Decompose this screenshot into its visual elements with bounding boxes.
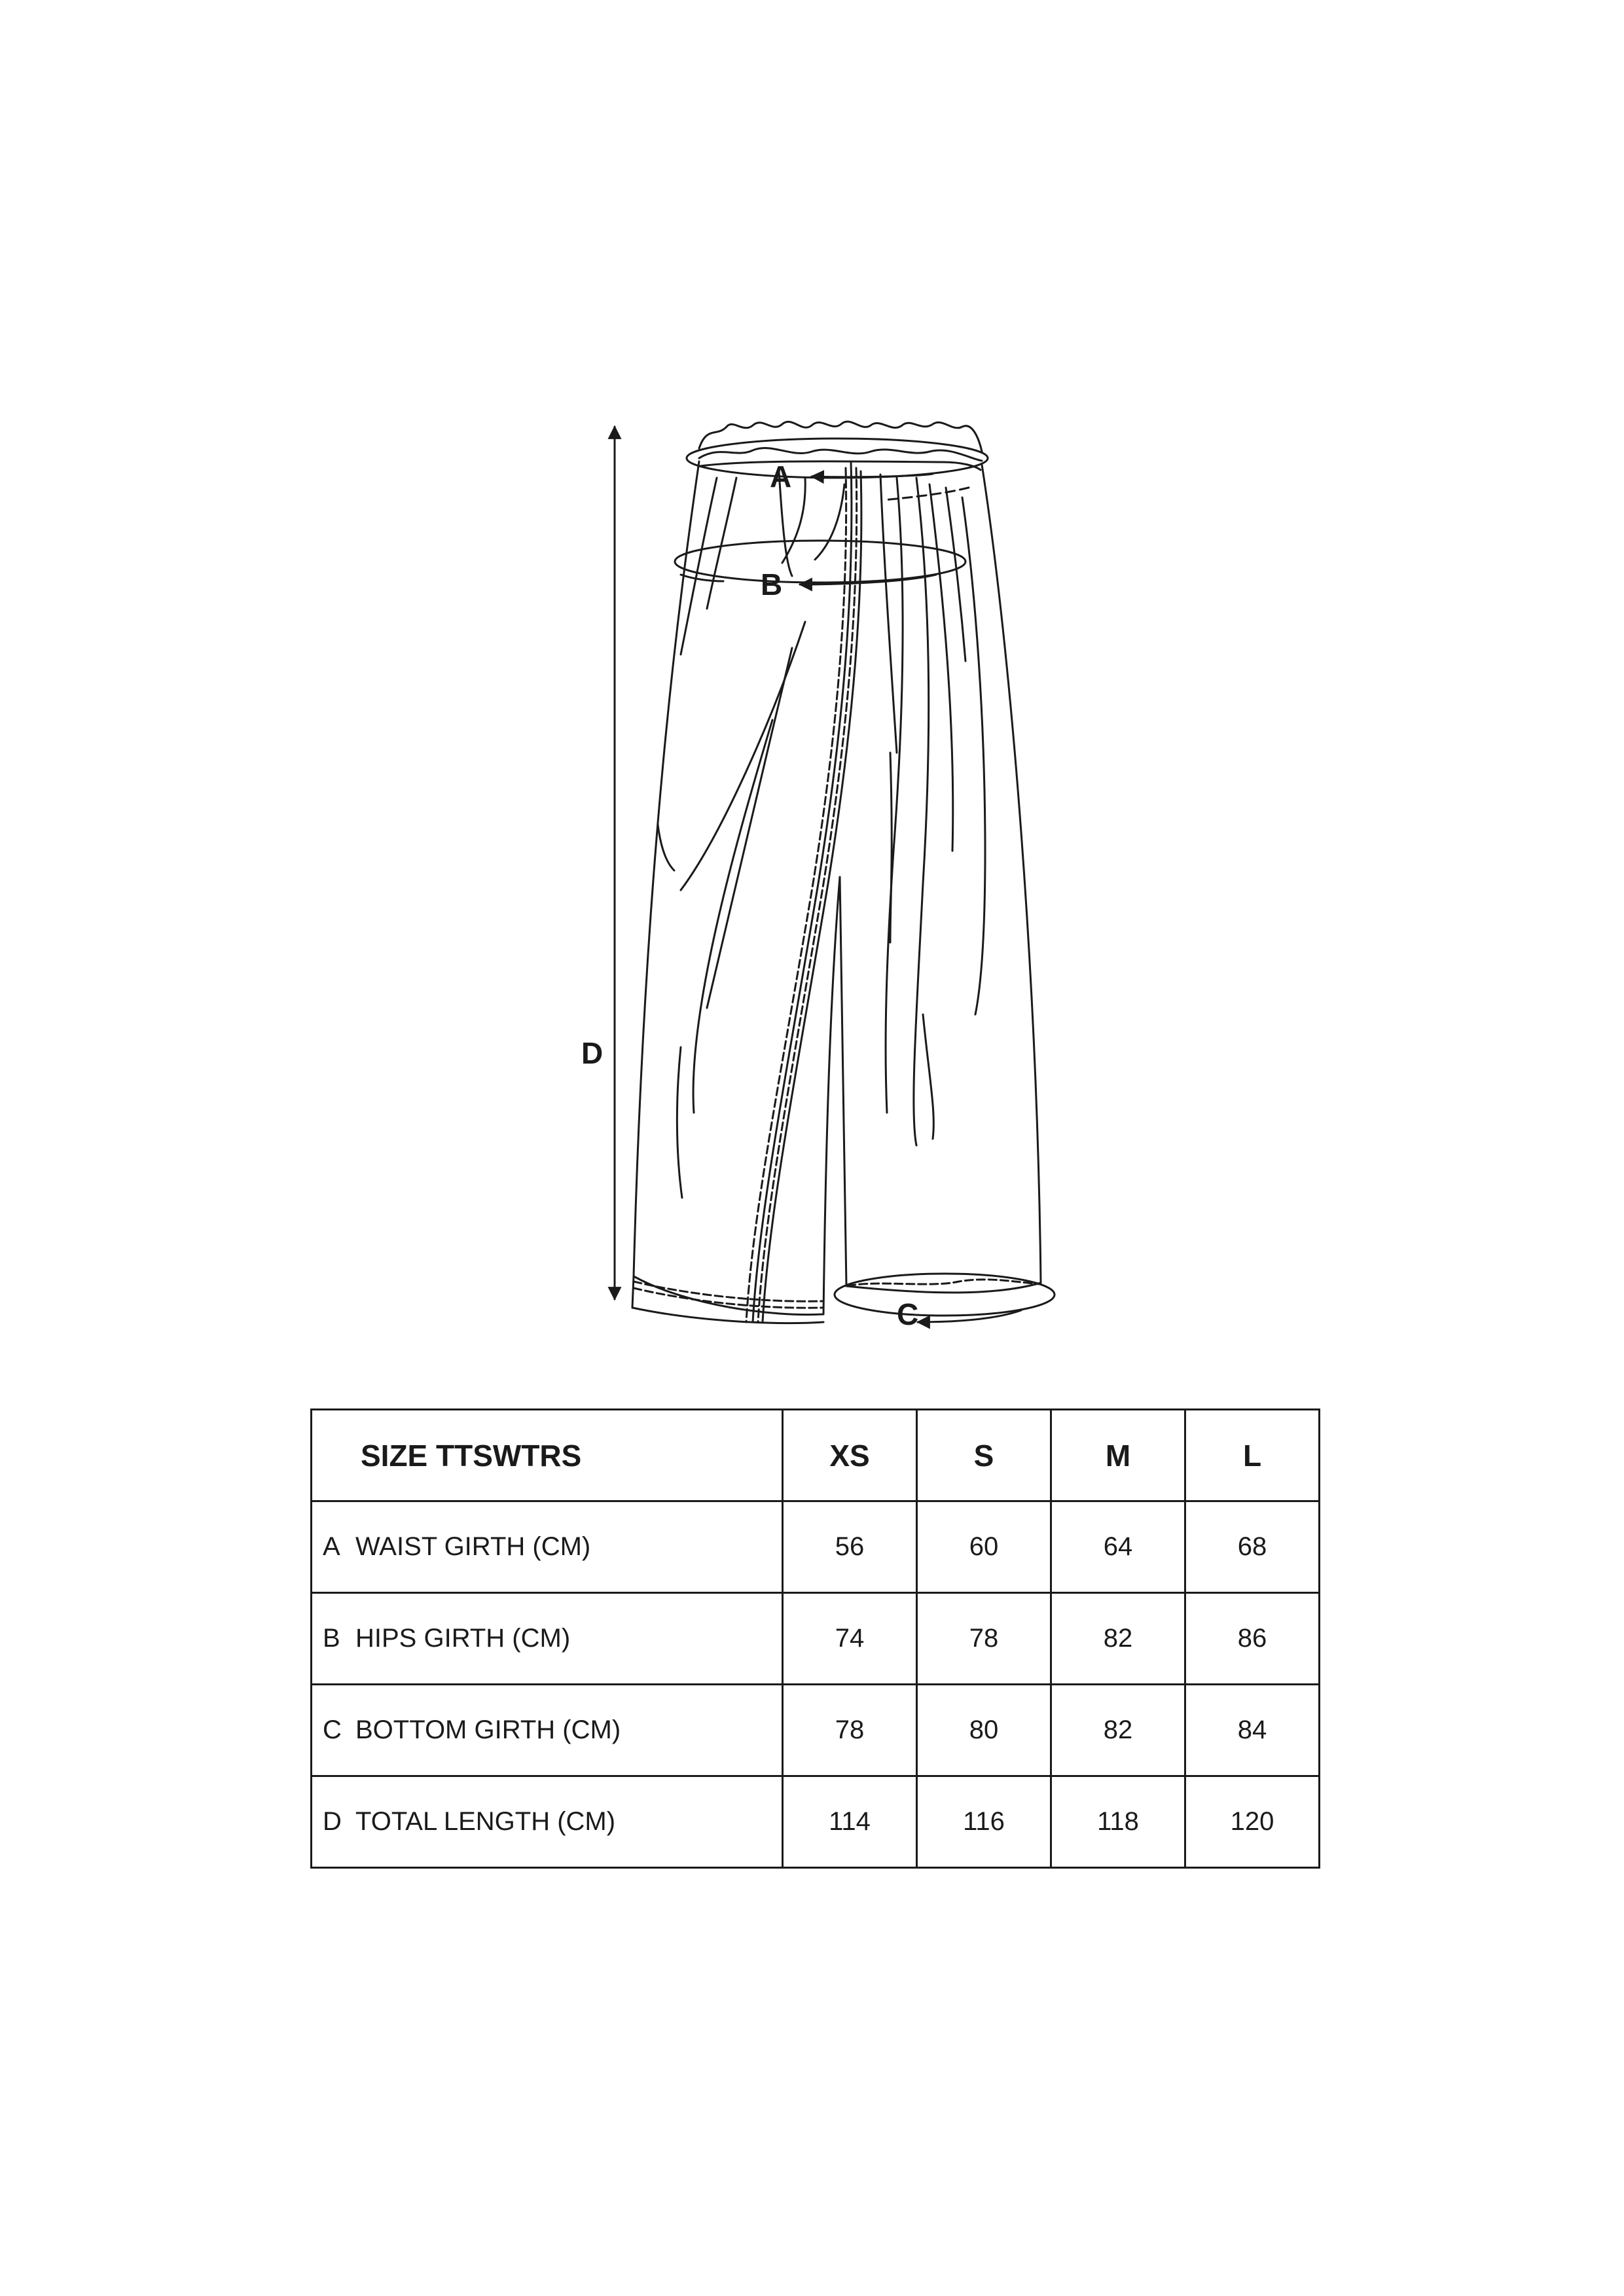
row-label-text: BOTTOM GIRTH (CM): [355, 1715, 621, 1744]
size-header-s: S: [917, 1410, 1051, 1501]
row-letter: B: [323, 1624, 340, 1653]
row-label: [312, 1593, 783, 1685]
label-total-length: D: [581, 1036, 604, 1070]
table-cell: 78: [917, 1593, 1051, 1685]
waist-girth-ellipse: [687, 439, 988, 478]
row-label: [312, 1501, 783, 1593]
table-cell: 116: [917, 1776, 1051, 1868]
table-cell: 68: [1185, 1501, 1320, 1593]
table-row: [312, 1501, 1320, 1593]
label-waist: A: [770, 459, 792, 493]
size-header-xs: XS: [783, 1410, 917, 1501]
table-cell: 120: [1185, 1776, 1320, 1868]
row-label: [312, 1685, 783, 1776]
row-label-text: WAIST GIRTH (CM): [355, 1532, 591, 1561]
table-title: SIZE TTSWTRS: [312, 1410, 783, 1501]
size-header-m: M: [1051, 1410, 1185, 1501]
label-hips: B: [761, 567, 783, 601]
table-cell: 74: [783, 1593, 917, 1685]
table-cell: 56: [783, 1501, 917, 1593]
table-header-row: [312, 1410, 1320, 1501]
size-header-l: L: [1185, 1410, 1320, 1501]
row-letter: D: [323, 1807, 342, 1836]
table-cell: 60: [917, 1501, 1051, 1593]
table-row: [312, 1593, 1320, 1685]
bottom-girth-ellipse: [835, 1274, 1055, 1316]
row-label: [312, 1776, 783, 1868]
table-cell: 64: [1051, 1501, 1185, 1593]
waistband: [699, 422, 982, 452]
size-chart-table: [310, 1408, 1320, 1869]
left-leg-outline: [634, 461, 840, 1315]
table-cell: 82: [1051, 1685, 1185, 1776]
table-cell: 118: [1051, 1776, 1185, 1868]
row-letter: A: [323, 1532, 340, 1561]
label-bottom: C: [897, 1297, 919, 1331]
table-cell: 86: [1185, 1593, 1320, 1685]
table-cell: 82: [1051, 1593, 1185, 1685]
table-cell: 78: [783, 1685, 917, 1776]
table-cell: 84: [1185, 1685, 1320, 1776]
table-cell: 114: [783, 1776, 917, 1868]
table-row: [312, 1776, 1320, 1868]
table-row: [312, 1685, 1320, 1776]
row-label-text: TOTAL LENGTH (CM): [355, 1807, 616, 1836]
table-cell: 80: [917, 1685, 1051, 1776]
row-letter: C: [323, 1715, 342, 1744]
row-label-text: HIPS GIRTH (CM): [355, 1624, 571, 1653]
